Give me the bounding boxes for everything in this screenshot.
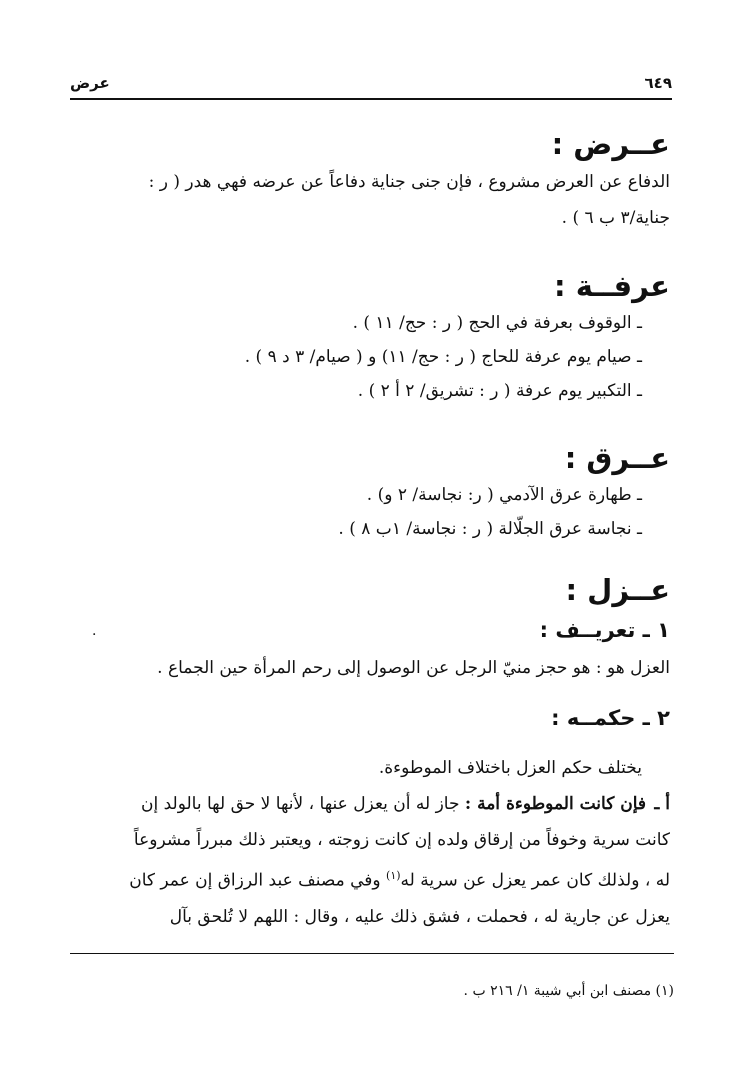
- araq-item-1: ـ طهارة عرق الآدمي ( ر: نجاسة/ ٢ و) .: [366, 485, 642, 505]
- item-a-bold: فإن كانت الموطوءة أمة :: [464, 794, 646, 814]
- footnote: (١) مصنف ابن أبي شيبة ١/ ٢١٦ ب .: [463, 983, 674, 999]
- header-rule: [70, 98, 672, 100]
- heading-araq: عــرق :: [564, 441, 670, 475]
- azl-item-a-line-4: يعزل عن جارية له ، فحملت ، فشق ذلك عليه ، وقال : اللهم لا تُلحق بآل: [169, 906, 670, 927]
- footnote-reference: (١): [386, 869, 401, 882]
- arafa-item-1: ـ الوقوف بعرفة في الحج ( ر : حج/ ١١ ) .: [352, 313, 642, 333]
- footnote-rule: [70, 953, 674, 954]
- item-a-text-3a: له ، ولذلك كان عمر يعزل عن سرية له: [400, 870, 670, 891]
- running-title: عرض: [70, 74, 110, 92]
- page-number: ٦٤٩: [644, 74, 672, 92]
- azl-item-a-line-1: [70, 786, 670, 822]
- heading-azl: عــزل :: [565, 573, 670, 607]
- azl-definition-title: ١ ـ تعريــف :: [539, 618, 670, 642]
- arafa-list: [70, 306, 670, 408]
- item-a-text-3b: وفي مصنف عبد الرزاق إن عمر كان: [129, 870, 387, 891]
- araq-list: [70, 478, 670, 546]
- azl-ruling-intro: يختلف حكم العزل باختلاف الموطوءة.: [378, 758, 642, 778]
- heading-ard: عــرض :: [551, 127, 670, 161]
- item-a-text-1: جاز له أن يعزل عنها ، لأنها لا حق لها بالولد إن: [141, 794, 460, 814]
- arafa-item-3: ـ التكبير يوم عرفة ( ر : تشريق/ ٢ أ ٢ ) .: [357, 381, 642, 401]
- azl-item-a-line-2: كانت سرية وخوفاً من إرقاق ولده إن كانت زوجته ، ويعتبر ذلك مبرراً مشروعاً: [133, 830, 670, 850]
- azl-ruling-title: ٢ ـ حكمــه :: [551, 706, 670, 730]
- arafa-item-2: ـ صيام يوم عرفة للحاج ( ر : حج/ ١١) و ( صيام/ ٣ د ٩ ) .: [244, 347, 642, 367]
- page-header: [70, 74, 672, 92]
- main-content: [70, 124, 670, 935]
- item-a-marker: أ ـ: [654, 794, 670, 814]
- ard-text-line-1: الدفاع عن العرض مشروع ، فإن جنى جناية دفاعاً عن عرضه فهي هدر ( ر :: [148, 172, 670, 192]
- stray-mark: ·: [92, 627, 97, 643]
- azl-definition-text: العزل هو : هو حجز منيّ الرجل عن الوصول إلى رحم المرأة حين الجماع .: [157, 658, 670, 678]
- araq-item-2: ـ نجاسة عرق الجلّالة ( ر : نجاسة/ ١ب ٨ ) .: [338, 519, 642, 539]
- azl-item-a-line-3: [70, 858, 670, 899]
- heading-arafa: عرفــة :: [554, 269, 670, 303]
- ard-text-line-2: جناية/٣ ب ٦ ) .: [561, 208, 670, 228]
